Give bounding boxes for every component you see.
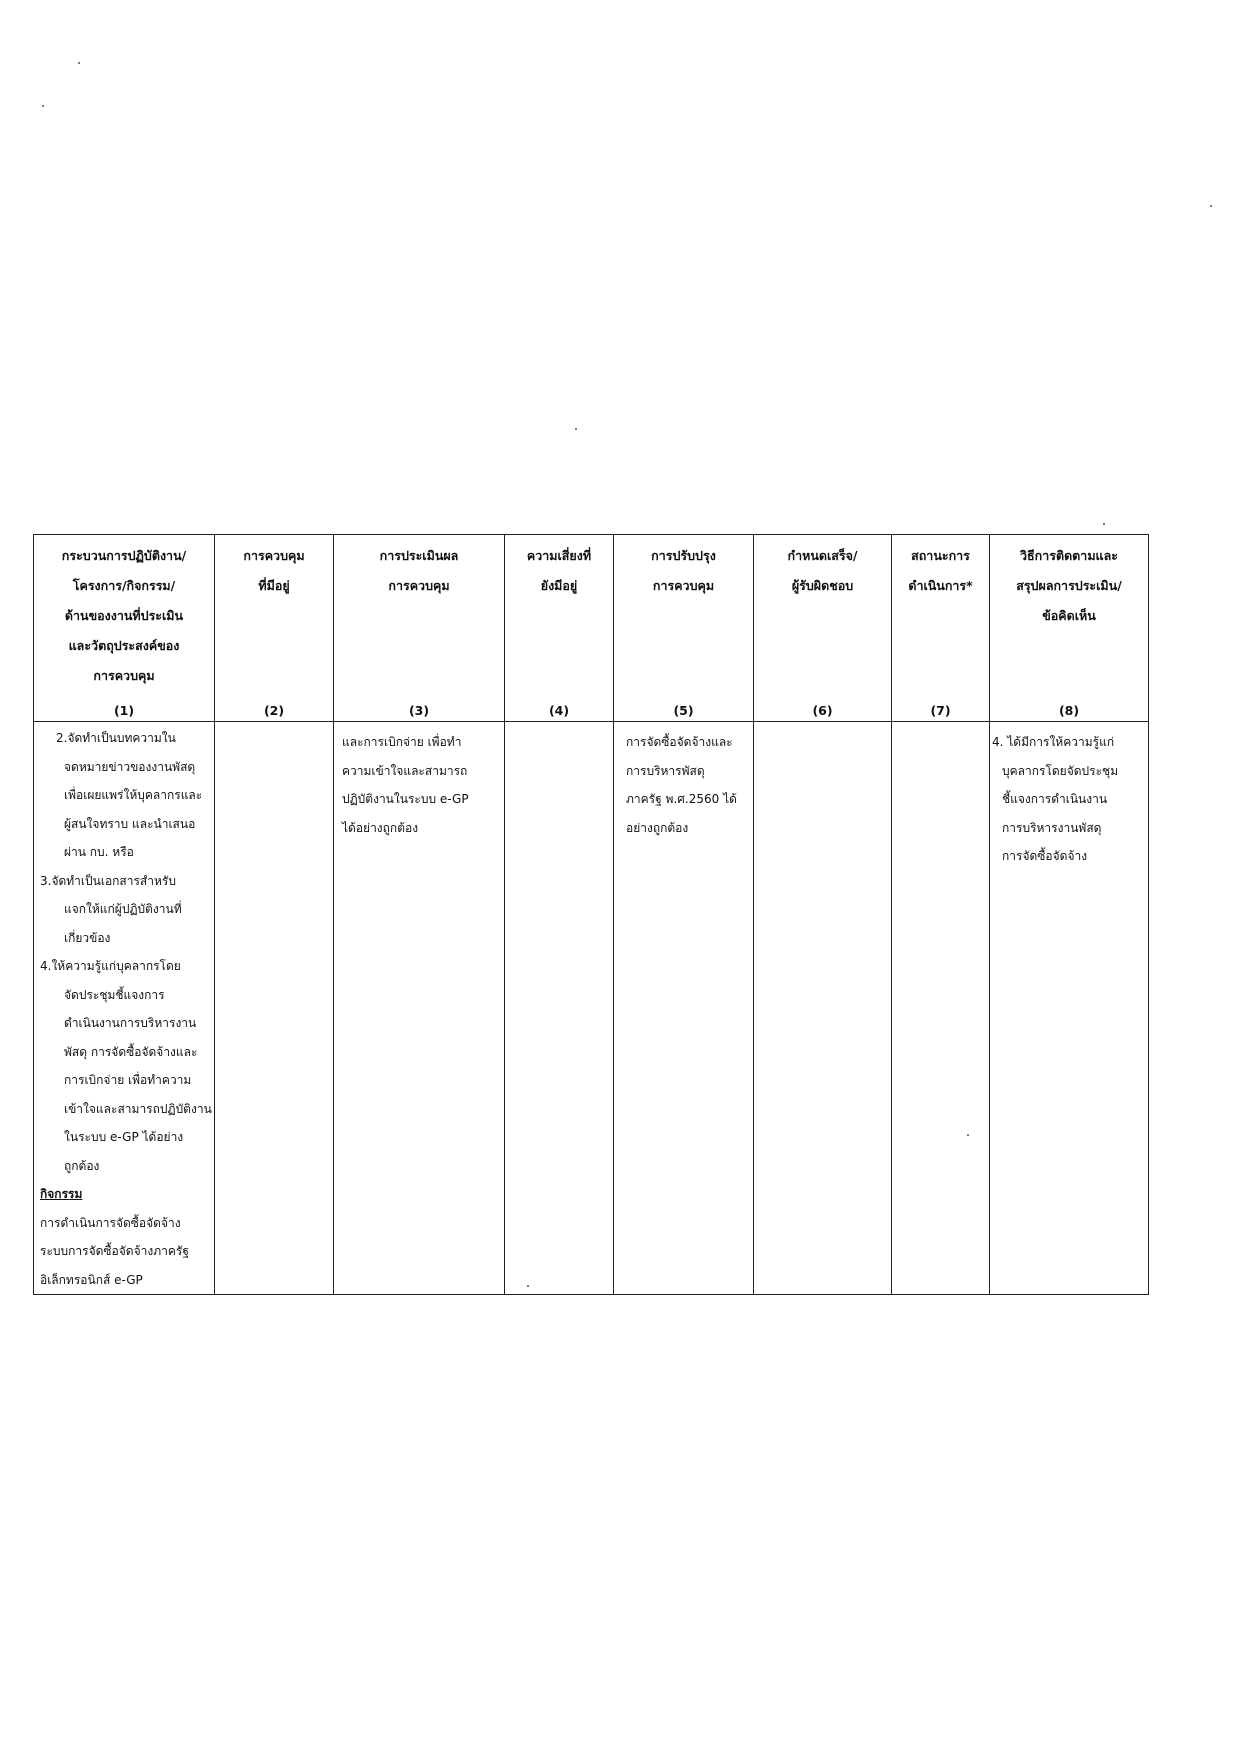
column-number-row (34, 691, 1149, 722)
control-evaluation-cell: และการเบิกจ่าย เพื่อทำ ความเข้าใจและสามารถ ปฏิบัติงานในระบบ e-GP ได้อย่างถูกต้อง (334, 722, 505, 1295)
follow-up-cell: 4. ได้มีการให้ความรู้แก่ บุคลากรโดยจัดประชุม ชี้แจงการดำเนินงาน การบริหารงานพัสดุ การจัดซื้อจัดจ้าง (990, 722, 1149, 1295)
header-row (34, 535, 1149, 692)
scan-speck (1210, 205, 1212, 207)
column-number: (1) (34, 691, 215, 722)
body-row (34, 722, 1149, 1295)
column-number: (4) (505, 691, 614, 722)
remaining-risk-cell (505, 722, 614, 1295)
due-date-owner-cell (754, 722, 892, 1295)
control-improvement-cell: การจัดซื้อจัดจ้างและ การบริหารพัสดุ ภาครัฐ พ.ศ.2560 ได้ อย่างถูกต้อง (614, 722, 754, 1295)
header-col-7: สถานะการ ดำเนินการ* (892, 535, 990, 692)
header-col-2: การควบคุม ที่มีอยู่ (215, 535, 334, 692)
column-number: (6) (754, 691, 892, 722)
process-cell: 2.จัดทำเป็นบทความใน จดหมายข่าวของงานพัสดุ เพื่อเผยแพร่ให้บุคลากรและ ผู้สนใจทราบ และนำเสนอ ผ่าน กบ. หรือ 3.จัดทำเป็นเอกสารสำหรับ แจกให้แก่ผู้ปฏิบัติงานที่ เกี่ยวข้อง 4.ให้ความรู้แก่บุคลากรโดย จัดประชุมชี้แจงการ ดำเนินงานการบริหารงาน พัสดุ การจัดซื้อจัดจ้างและ การเบิกจ่าย เพื่อทำความ เข้าใจและสามารถปฏิบัติงาน ในระบบ e-GP ได้อย่าง ถูกต้อง กิจกรรม การดำเนินการจัดซื้อจัดจ้าง ระบบการจัดซื้อจัดจ้างภาครัฐ อิเล็กทรอนิกส์ e-GP (34, 722, 215, 1295)
activity-heading: กิจกรรม (40, 1187, 83, 1201)
internal-control-table (33, 534, 1149, 1295)
scan-speck (1103, 523, 1105, 525)
header-col-3: การประเมินผล การควบคุม (334, 535, 505, 692)
header-col-6: กำหนดเสร็จ/ ผู้รับผิดชอบ (754, 535, 892, 692)
column-number: (3) (334, 691, 505, 722)
column-number: (7) (892, 691, 990, 722)
status-cell (892, 722, 990, 1295)
header-col-5: การปรับปรุง การควบคุม (614, 535, 754, 692)
scan-speck (78, 62, 80, 64)
header-col-4: ความเสี่ยงที่ ยังมีอยู่ (505, 535, 614, 692)
scan-speck (575, 428, 577, 430)
header-col-1: กระบวนการปฏิบัติงาน/ โครงการ/กิจกรรม/ ด้านของงานที่ประเมิน และวัตถุประสงค์ของ การควบคุม (34, 535, 215, 692)
column-number: (2) (215, 691, 334, 722)
column-number: (8) (990, 691, 1149, 722)
header-col-8: วิธีการติดตามและ สรุปผลการประเมิน/ ข้อคิดเห็น (990, 535, 1149, 692)
scan-speck (42, 105, 44, 107)
existing-control-cell (215, 722, 334, 1295)
column-number: (5) (614, 691, 754, 722)
